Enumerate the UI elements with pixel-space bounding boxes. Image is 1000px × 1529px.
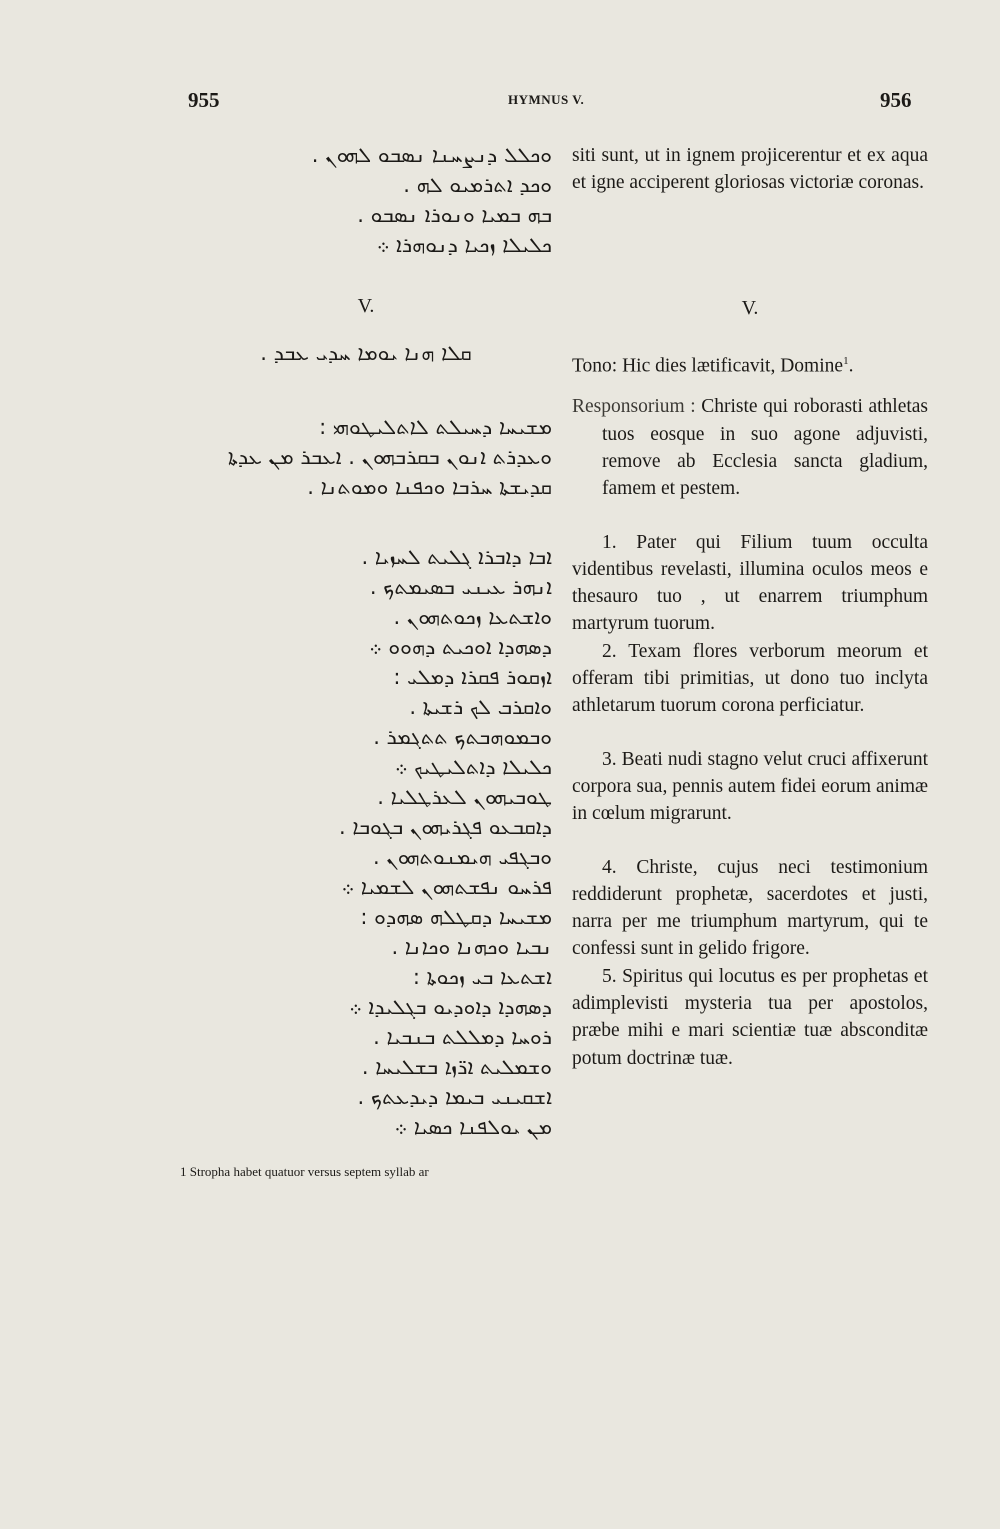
syriac-tono: ܩܠܐ ܗܢܐ ܝܘܡܐ ܚܕܝ ܥܒܕ . [260, 341, 472, 365]
syriac-line: ܪܘܚܐ ܕܡܠܠܬ ܒܢܒܝܐ . [373, 1025, 552, 1049]
latin-section-numeral: V. [741, 296, 759, 319]
left-page-number: 955 [188, 88, 220, 112]
running-head [0, 88, 1000, 118]
syriac-section-numeral: V. [357, 295, 375, 317]
latin-tono: Tono: Hic dies lætificavit, Domine$^1$. [572, 354, 854, 377]
running-head-title: HYMNUS V. [508, 92, 585, 107]
syriac-column [180, 140, 552, 1180]
latin-tono-note: 1 [843, 354, 849, 367]
responsorium-label: Responsorium : [572, 396, 696, 418]
syriac-line: ܘܫܡܠܝܬ ܐܪ̈ܙܐ ܒܫܠܝܚܐ . [361, 1055, 552, 1079]
syriac-line: ܡܫܝܚܐ ܕܩܛܠܗ ܣܗܕܘ : [360, 905, 552, 929]
latin-column [572, 142, 928, 1072]
syriac-line: ܐܙܩܘܪ ܦܩܪܐ ܕܡܠܝ : [393, 665, 552, 689]
syriac-line: ܒܗ ܒܡܝܐ ܘܢܘܪܐ ܢܣܒܘ . [357, 203, 552, 227]
syriac-line: ܟܠܝܠܐ ܕܐܬܠܝܛܝܟ ܀ [394, 755, 552, 779]
responsorium-text: Christe qui roborasti athletas tuos eosque in suo agone adjuvisti, remove ab Ecclesia sancta gladium, famem et pestem. [602, 396, 929, 500]
syriac-line: ܘܐܫܬܥܐ ܙܟܘܬܗܘܢ . [393, 605, 552, 629]
syriac-line: ܕܐܩܒܥܘ ܦܓܪܝܗܘܢ ܒܓܘܒܐ . [339, 815, 552, 839]
syriac-line: ܘܒܓܦܝ ܗܝܡܢܘܬܗܘܢ . [372, 845, 552, 869]
syriac-line: ܘܟܕ ܐܬܪܡܝܘ ܠܗ . [403, 173, 552, 197]
latin-tono-text: Tono: Hic dies lætificavit, Domine [572, 355, 844, 377]
syriac-line: ܘܐܩܪܒ ܠܟ ܪܫܝܬܐ . [409, 695, 552, 719]
syriac-responsory-line: ܘܥܕܪܬ ܐܢܘܢ ܒܩܪܒܗܘܢ . ܐܥܒܪ ܡܢ ܥܕܬܐ [227, 445, 552, 469]
syriac-responsory-line: ܩܕܝܫܬܐ ܚܪܒܐ ܘܟܦܢܐ ܘܡܘܬܢܐ . [307, 475, 552, 499]
latin-stanza: 4. Christe, cujus neci testimonium reddiderunt prophetæ, sacerdotes et justi, narra per me triumphum martyrum, qui te confessi sunt in gelido frigore. [572, 856, 928, 960]
latin-stanza: 2. Texam flores verborum meorum et offeram tibi primitias, ut dono tuo inclyta athletarum tuorum corona perficiatur. [572, 640, 928, 717]
latin-stanza: 5. Spiritus qui locutus es per prophetas et adimplevisti mysteria tua per apostolos, præbe mihi e mari scientiæ tuæ absconditæ potum doctrinæ tuæ. [572, 965, 928, 1069]
latin-stanza: 3. Beati nudi stagno velut cruci affixerunt corpora sua, pennis autem fidei eorum animæ in cœlum migrarunt. [572, 748, 928, 825]
right-page-number: 956 [880, 88, 912, 112]
latin-responsorium [572, 393, 928, 502]
latin-stanza: 1. Pater qui Filium tuum occulta videntibus revelasti, illumina oculos meos e thesauro tuo , ut enarrem triumphum martyrum tuorum. [572, 531, 928, 635]
syriac-line: ܘܟܠܠ ܕܢܨܚܢܐ ܢܣܒܘ ܠܗܘܢ . [311, 143, 552, 167]
syriac-line: ܢܒܝܐ ܘܟܗܢܐ ܘܟܐܢܐ . [391, 935, 552, 959]
syriac-line: ܛܘܒܝܗܘܢ ܠܥܪܛܠܝܐ . [377, 785, 552, 809]
syriac-line: ܐܫܬܥܐ ܒܝ ܙܟܘܬܐ : [412, 965, 552, 989]
syriac-line: ܐܒܐ ܕܐܒܪܐ ܓܠܝܬ ܠܚܙܝܐ . [361, 545, 552, 569]
syriac-line: ܕܣܗܕܐ ܕܐܘܕܝܘ ܒܓܠܝܕܐ ܀ [349, 995, 552, 1019]
syriac-line: ܐܫܩܝܢܝ ܒܝܡܐ ܕܝܕܥܬܟ . [357, 1085, 552, 1109]
footnote: 1 Stropha habet quatuor versus septem syllab ar [180, 1164, 429, 1179]
syriac-line: ܦܪܚܘ ܢܦܫܬܗܘܢ ܠܫܡܝܐ ܀ [341, 875, 552, 899]
syriac-responsory-line: ܡܫܝܚܐ ܕܚܝܠܬ ܠܐܬܠܝܛܘܗܝ : [319, 415, 552, 439]
syriac-line: ܕܣܗܕܐ ܐܘܟܝܬ ܕܗܘܘ ܀ [369, 635, 552, 659]
syriac-line: ܟܠܝܠܐ ܙܟܝܐ ܕܢܘܗܪܐ ܀ [376, 233, 552, 257]
latin-continuation: siti sunt, ut in ignem projicerentur et ex aqua et igne acciperent gloriosas victoriæ coronas. [572, 145, 928, 194]
syriac-line: ܡܢ ܝܘܠܦܢܐ ܟܣܝܐ ܀ [394, 1115, 552, 1139]
syriac-line: ܘܒܡܘܗܒܬܟ ܬܬܓܡܪ . [373, 725, 552, 749]
syriac-line: ܐܢܗܪ ܥܝܢܝ ܒܣܝܡܬܟ . [369, 575, 552, 599]
